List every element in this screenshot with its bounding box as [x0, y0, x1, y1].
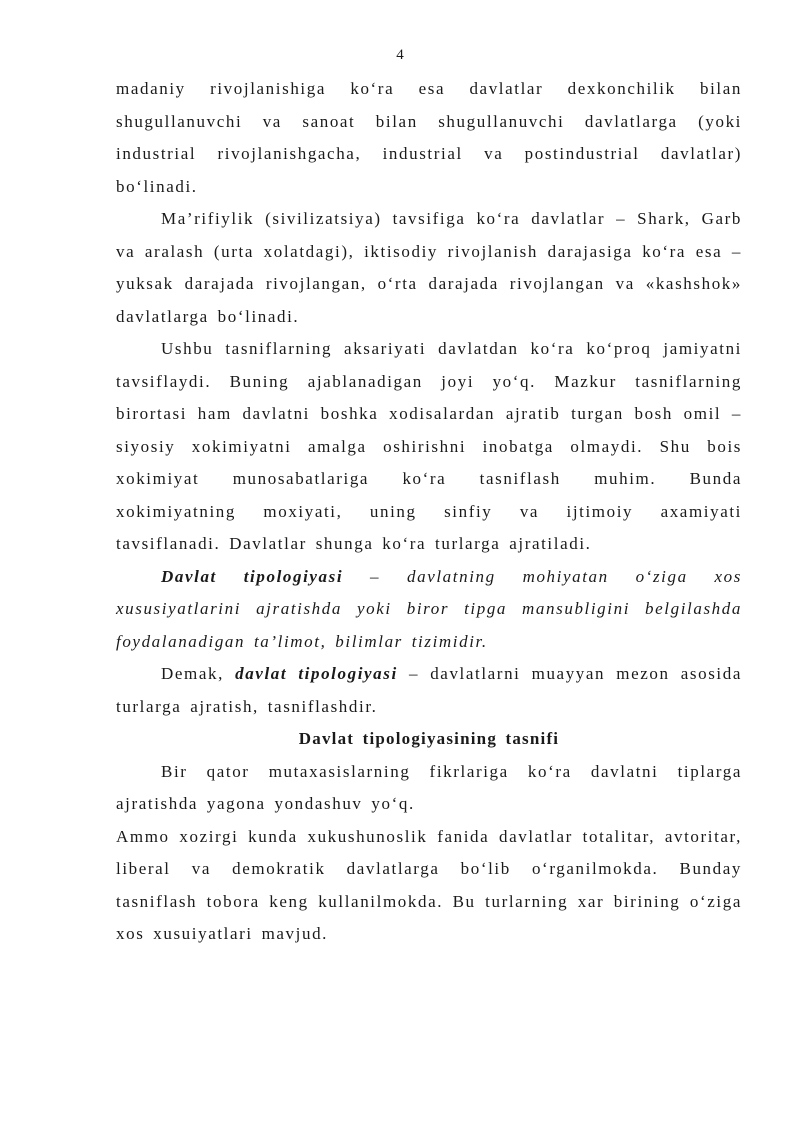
- paragraph-3: Ushbu tasniflarning aksariyati davlatdan ko‘ra ko‘proq jamiyatni tavsiflaydi. Buning ajablanadigan joyi yo‘q. Mazkur tasniflarning birortasi ham davlatni boshka xodisalardan ajratib turgan bosh omil – siyosiy xokimiyatni amalga oshirishni inobatga olmaydi. Shu bois xokimiyat munosabatlariga ko‘ra tasniflash muhim. Bunda xokimiyatning moxiyati, uning sinfiy va ijtimoiy axamiyati tavsiflanadi. Davlatlar shunga ko‘ra turlarga ajratiladi.: [116, 339, 742, 553]
- paragraph-1: madaniy rivojlanishiga ko‘ra esa davlatlar dexkonchilik bilan shugullanuvchi va sanoat bilan shugullanuvchi davlatlarga (yoki industrial rivojlanishgacha, industrial va postindustrial davlatlar) bo‘linadi.: [116, 79, 742, 196]
- definition-term: Davlat tipologiyasi: [161, 566, 344, 586]
- definition-text: – davlatning mohiyatan o‘ziga xos xususiyatlarini ajratishda yoki biror tipga mansubligini belgilashda foydalanadigan ta’limot, bilimlar tizimidir.: [116, 566, 742, 651]
- paragraph-conclusion: [116, 658, 742, 723]
- paragraph-2: Ma’rifiylik (sivilizatsiya) tavsifiga ko‘ra davlatlar – Shark, Garb va aralash (urta xolatdagi), iktisodiy rivojlanish darajasiga ko‘ra esa – yuksak darajada rivojlangan, o‘rta darajada rivojlangan va «kashshok» davlatlarga bo‘linadi.: [116, 209, 742, 326]
- paragraph-6: Bir qator mutaxasislarning fikrlariga ko‘ra davlatni tiplarga ajratishda yagona yondashuv yo‘q.: [116, 761, 742, 813]
- conclusion-text: – davlatlarni muayyan mezon asosida turlarga ajratish, tasniflashdir.: [116, 664, 742, 716]
- conclusion-term: davlat tipologiyasi: [235, 664, 398, 683]
- section-heading: Davlat tipologiyasining tasnifi: [298, 729, 560, 748]
- definition-paragraph: [116, 561, 742, 659]
- conclusion-lead: Demak,: [161, 664, 236, 683]
- page-number: 4: [396, 47, 404, 63]
- document-body: [116, 73, 742, 951]
- paragraph-7: Ammo xozirgi kunda xukushunoslik fanida davlatlar totalitar, avtoritar, liberal va demokratik davlatlarga bo‘lib o‘rganilmokda. Bunday tasniflash tobora keng kullanilmokda. Bu turlarning xar birining o‘ziga xos xusuiyatlari mavjud.: [116, 826, 742, 943]
